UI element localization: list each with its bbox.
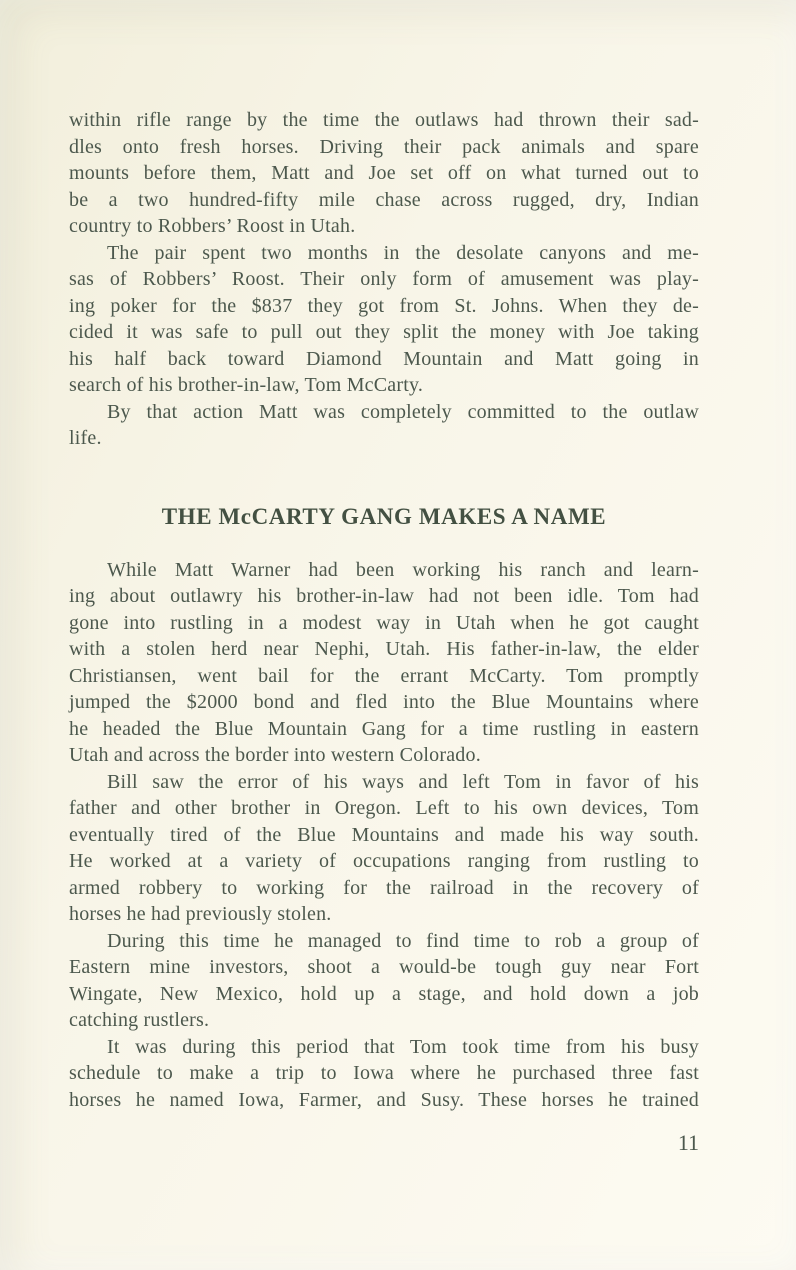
text-line: father and other brother in Oregon. Left to his own devices, Tom [69, 797, 699, 819]
text-line: While Matt Warner had been working his ranch and learn- [107, 558, 699, 581]
text-line: life. [69, 427, 102, 449]
text-line: search of his brother-in-law, Tom McCarty. [69, 374, 424, 396]
text-line: He worked at a variety of occupations ranging from rustling to [69, 850, 699, 872]
text-line: Bill saw the error of his ways and left Tom in favor of his [107, 770, 699, 793]
text-line: country to Robbers’ Roost in Utah. [69, 215, 356, 237]
text-line: It was during this period that Tom took time from his busy [107, 1035, 699, 1058]
page-number: 11 [677, 1130, 699, 1155]
text-line: horses he named Iowa, Farmer, and Susy. These horses he trained [69, 1088, 699, 1111]
text-line: Christiansen, went bail for the errant McCarty. Tom promptly [69, 664, 699, 687]
paragraph [69, 107, 699, 240]
text-line: During this time he managed to find time to rob a group of [107, 929, 699, 952]
text-line: within rifle range by the time the outlaws had thrown their sad- [69, 109, 699, 131]
paragraph [69, 557, 699, 769]
page-content [69, 107, 699, 1155]
text-line: dles onto fresh horses. Driving their pack animals and spare [69, 135, 699, 158]
text-line: schedule to make a trip to Iowa where he purchased three fast [69, 1062, 699, 1084]
paragraph [69, 928, 699, 1034]
text-line: eventually tired of the Blue Mountains and made his way south. [69, 823, 699, 846]
section-heading: THE McCARTY GANG MAKES A NAME [161, 503, 607, 529]
text-line: ing about outlawry his brother-in-law had not been idle. Tom had [69, 585, 699, 607]
text-line: his half back toward Diamond Mountain and Matt going in [69, 347, 699, 370]
text-line: mounts before them, Matt and Joe set off on what turned out to [69, 162, 699, 184]
text-line: ing poker for the $837 they got from St. Johns. When they de- [69, 294, 699, 317]
paragraph [69, 769, 699, 928]
text-line: Eastern mine investors, shoot a would-be tough guy near Fort [69, 956, 699, 978]
text-line: The pair spent two months in the desolate canyons and me- [107, 241, 699, 264]
text-line: be a two hundred-fifty mile chase across rugged, dry, Indian [69, 188, 699, 211]
text-line: jumped the $2000 bond and fled into the Blue Mountains where [69, 691, 699, 713]
text-line: Utah and across the border into western Colorado. [69, 744, 481, 766]
text-line: with a stolen herd near Nephi, Utah. His father-in-law, the elder [69, 638, 699, 660]
text-line: gone into rustling in a modest way in Utah when he got caught [69, 611, 699, 634]
text-line: catching rustlers. [69, 1009, 210, 1031]
text-line: By that action Matt was completely committed to the outlaw [107, 400, 699, 423]
paragraph [69, 399, 699, 452]
text-line: horses he had previously stolen. [69, 903, 332, 925]
text-line: sas of Robbers’ Roost. Their only form of amusement was play- [69, 268, 699, 290]
paragraph [69, 240, 699, 399]
text-line: Wingate, New Mexico, hold up a stage, and hold down a job [69, 982, 699, 1005]
text-line: armed robbery to working for the railroad in the recovery of [69, 876, 699, 899]
text-line: cided it was safe to pull out they split the money with Joe taking [69, 321, 699, 343]
paragraph [69, 1034, 699, 1114]
text-line: he headed the Blue Mountain Gang for a time rustling in eastern [69, 717, 699, 740]
